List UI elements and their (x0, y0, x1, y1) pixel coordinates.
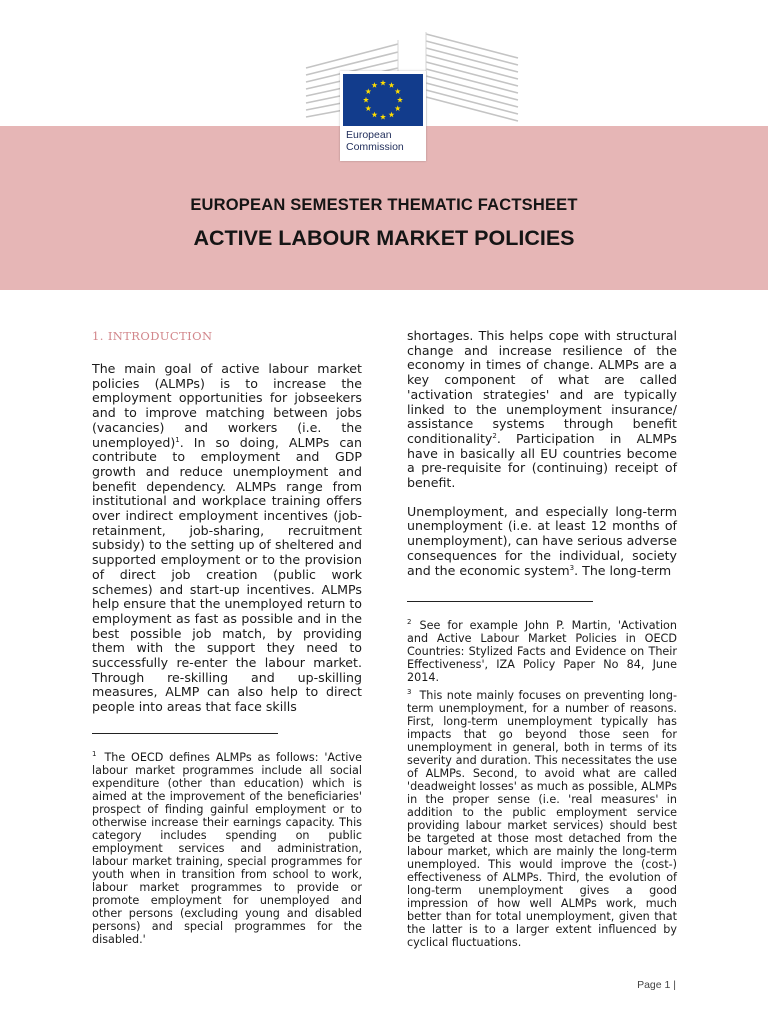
footnotes-left (92, 751, 362, 951)
intro-cont-text-a: shortages. This helps cope with structural change and increase resilience of the economy in times of change. ALMPs are a key component of what are called 'activation strategies' and are typically linked to the unemployment insurance/ assistance systems through benefit conditionality (407, 328, 677, 446)
footnote-ref-1: 1 (175, 435, 180, 444)
document-subtitle: EUROPEAN SEMESTER THEMATIC FACTSHEET (190, 196, 578, 214)
intro-paragraph (92, 362, 362, 715)
footnote-text-3: This note mainly focuses on preventing long-term unemployment, for a number of reasons. First, long-term unemployment typically has impacts that go beyond those seen for unemployment in general, both in terms of its severity and duration. This necessitates the use of ALMPs. Second, to avoid what are called 'deadweight losses' as much as possible, ALMPs in the proper sense (i.e. 'real measures' in addition to the public employment service providing labour market services) should best be targeted at those most detached from the labour market, which are mainly the long-term unemployed. This would improve the (cost-) effectiveness of ALMPs. Third, the evolution of long-term unemployment gives a good impression of how well ALMPs work, much better than for total unemployment, given that the latter is to a larger extent influenced by cyclical fluctuations. (407, 689, 677, 949)
section-heading: 1. INTRODUCTION (92, 329, 213, 343)
unemployment-text-a: Unemployment, and especially long-term unemployment (i.e. at least 12 months of unemployment), can have serious adverse consequences for the individual, society and the economic system (407, 503, 677, 578)
footnote-number-2: 2 (407, 618, 412, 627)
eu-flag-icon (343, 74, 423, 126)
right-column (407, 329, 677, 592)
left-column (92, 329, 362, 729)
intro-text-a: The main goal of active labour market policies (ALMPs) is to increase the employment opportunities for jobseekers and to improve matching between jobs (vacancies) and workers (i.e. the unemployed) (92, 361, 362, 450)
european-commission-logo (340, 71, 426, 161)
unemployment-text-b: . The long-term (574, 562, 672, 578)
footnote-divider-left (92, 733, 278, 734)
page-number: Page 1 | (637, 979, 676, 991)
footnote-ref-3: 3 (569, 563, 575, 572)
footnote-2 (407, 619, 677, 684)
footnote-text-1: The OECD defines ALMPs as follows: 'Active labour market programmes include all social expenditure (other than education) which is aimed at the improvement of the beneficiaries' prospect of finding gainful employment or to otherwise increase their earnings capacity. This category includes spending on public employment services and administration, labour market training, special programmes for youth when in transition from school to work, labour market programmes to provide or promote employment for unemployed and other persons (excluding young and disabled persons) and special programmes for the disabled.' (92, 751, 362, 946)
footnote-3 (407, 689, 677, 949)
document-title: ACTIVE LABOUR MARKET POLICIES (193, 226, 575, 250)
footnote-ref-2: 2 (492, 431, 497, 440)
unemployment-paragraph (407, 505, 677, 579)
footnote-text-2: See for example John P. Martin, 'Activation and Active Labour Market Policies in OECD Countries: Stylized Facts and Evidence on Their Effectiveness', IZA Policy Paper No 84, June 2014. (407, 619, 677, 684)
footnote-number-1: 1 (92, 750, 97, 759)
intro-text-b: . In so doing, ALMPs can contribute to employment and GDP growth and reduce unemployment and benefit dependency. ALMPs range from institutional and workplace training offers over indirect employment incentives (job-retainment, job-sharing, recruitment subsidy) to the setting up of sheltered and supported employment or to the provision of direct job creation (public work schemes) and start-up incentives. ALMPs help ensure that the unemployed return to employment as fast as possible and in the best possible job match, by providing them with the support they need to successfully re-enter the labour market. Through re-skilling and up-skilling measures, ALMP can also help to direct people into areas that face skills (92, 434, 362, 715)
logo-line-european: European (346, 129, 392, 141)
footnote-divider-right (407, 601, 593, 602)
footnote-1 (92, 751, 362, 946)
footnote-number-3: 3 (407, 688, 412, 697)
intro-paragraph-continued (407, 329, 677, 491)
intro-cont-text-b: . Participation in ALMPs have in basically all EU countries become a pre-requisite for (continuing) receipt of benefit. (407, 430, 677, 491)
logo-line-commission: Commission (346, 141, 404, 153)
logo-area (0, 0, 768, 153)
footnotes-right (407, 619, 677, 954)
logo-wordmark (346, 129, 424, 153)
